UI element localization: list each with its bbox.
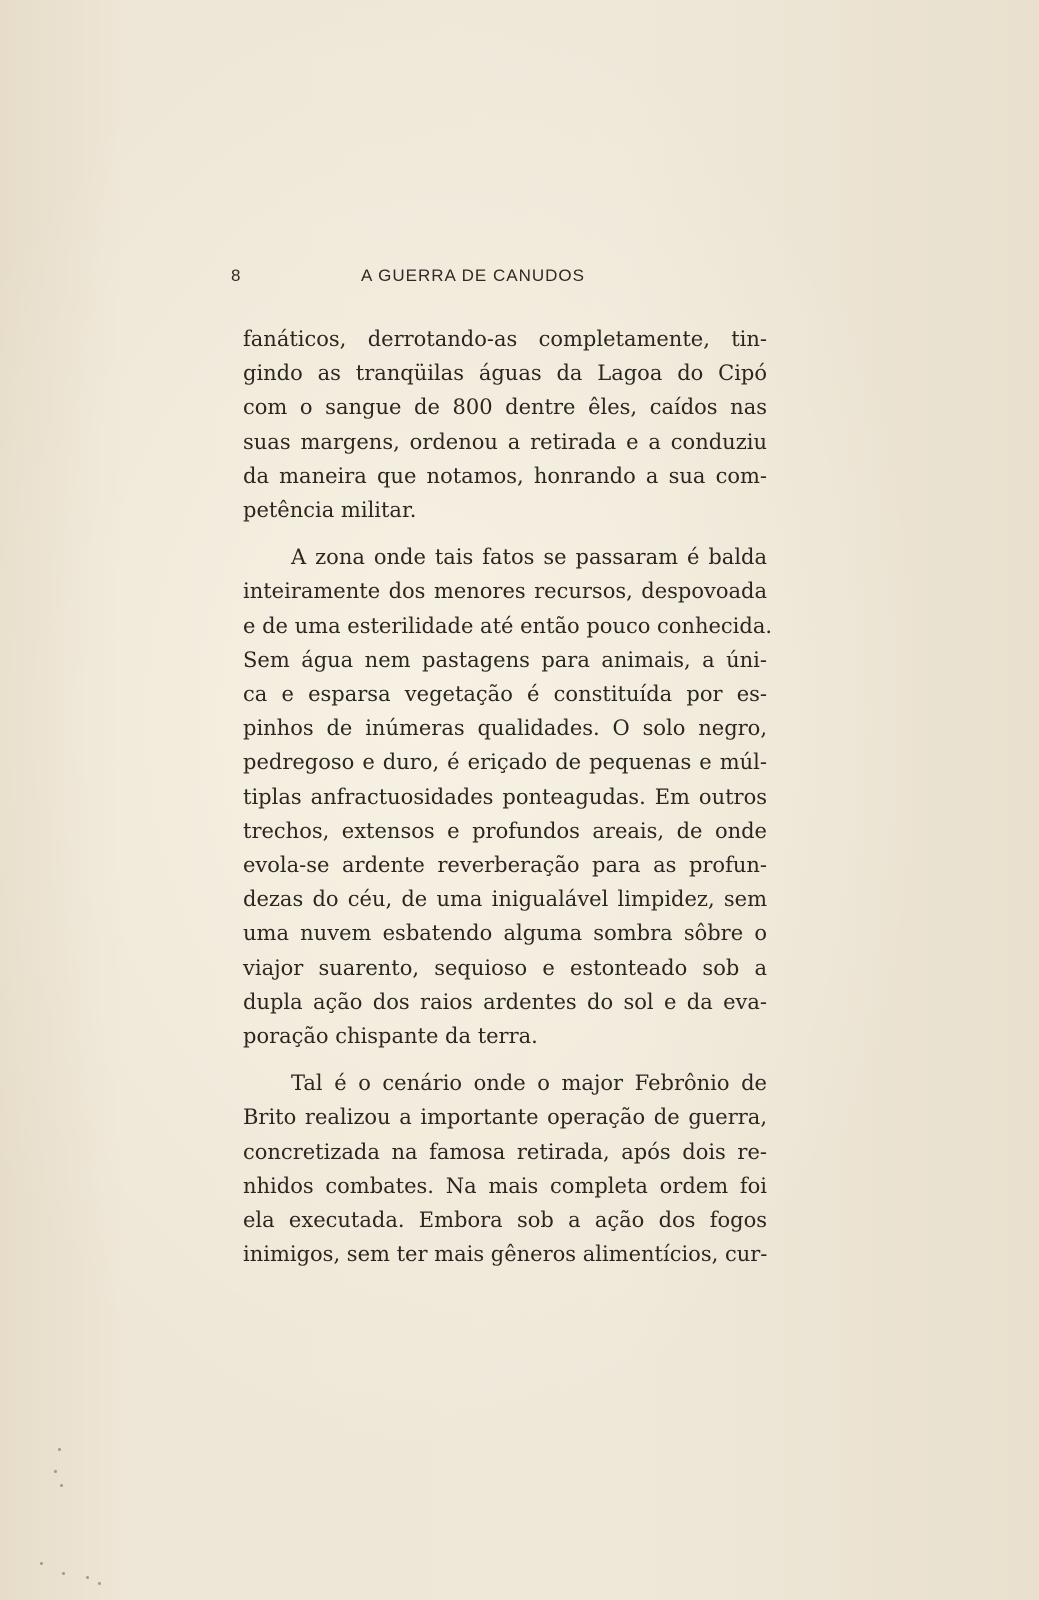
text-line: da maneira que notamos, honrando a sua com- (243, 463, 767, 488)
paper-speck (62, 1572, 65, 1575)
text-line: inteiramente dos menores recursos, despovoada (243, 579, 767, 604)
text-line: pinhos de inúmeras qualidades. O solo negro, (243, 716, 767, 741)
text-line: gindo as tranqüilas águas da Lagoa do Cipó (243, 361, 767, 386)
text-line: dezas do céu, de uma inigualável limpidez, sem (243, 887, 767, 912)
page-number: 8 (231, 266, 242, 285)
paper-speck (40, 1562, 43, 1565)
text-line: fanáticos, derrotando-as completamente, tin- (243, 327, 767, 351)
paper-speck (98, 1582, 101, 1585)
text-line: pedregoso e duro, é eriçado de pequenas e múl- (243, 750, 767, 775)
paragraph-2 (243, 540, 773, 1053)
text-line: Tal é o cenário onde o major Febrônio de (291, 1071, 767, 1096)
text-line: nhidos combates. Na mais completa ordem foi (243, 1173, 767, 1198)
text-line: inimigos, sem ter mais gêneros alimentícios, cur- (243, 1242, 768, 1267)
text-line: dupla ação dos raios ardentes do sol e da eva- (243, 989, 767, 1014)
running-head (231, 266, 651, 290)
text-line: e de uma esterilidade até então pouco conhecida. (243, 613, 773, 638)
running-title: A GUERRA DE CANUDOS (361, 266, 585, 285)
text-line: tiplas anfractuosidades ponteagudas. Em outros (243, 784, 767, 809)
paper-speck (86, 1576, 89, 1579)
text-line: A zona onde tais fatos se passaram é balda (291, 545, 767, 570)
text-line: concretizada na famosa retirada, após dois re- (243, 1139, 767, 1164)
text-line: ca e esparsa vegetação é constituída por es- (243, 682, 767, 707)
text-line: uma nuvem esbatendo alguma sombra sôbre o (243, 921, 767, 946)
paper-speck (58, 1448, 61, 1451)
text-line: suas margens, ordenou a retirada e a conduziu (243, 429, 767, 454)
text-line: poração chispante da terra. (243, 1024, 538, 1049)
paragraph-1 (243, 322, 767, 527)
paper-speck (60, 1484, 63, 1487)
text-line: petência militar. (243, 498, 417, 523)
text-line: ela executada. Embora sob a ação dos fogos (243, 1208, 767, 1233)
paper-speck (54, 1470, 57, 1473)
text-line: viajor suarento, sequioso e estonteado sob a (243, 955, 767, 980)
text-line: evola-se ardente reverberação para as profun- (243, 853, 767, 878)
paragraph-3 (243, 1066, 767, 1271)
body-text (243, 322, 773, 1271)
text-line: Brito realizou a importante operação de guerra, (243, 1105, 767, 1130)
text-line: Sem água nem pastagens para animais, a úni- (243, 647, 767, 672)
text-line: com o sangue de 800 dentre êles, caídos nas (243, 395, 767, 420)
text-line: trechos, extensos e profundos areais, de onde (243, 818, 767, 843)
paper-specks (28, 1440, 148, 1590)
